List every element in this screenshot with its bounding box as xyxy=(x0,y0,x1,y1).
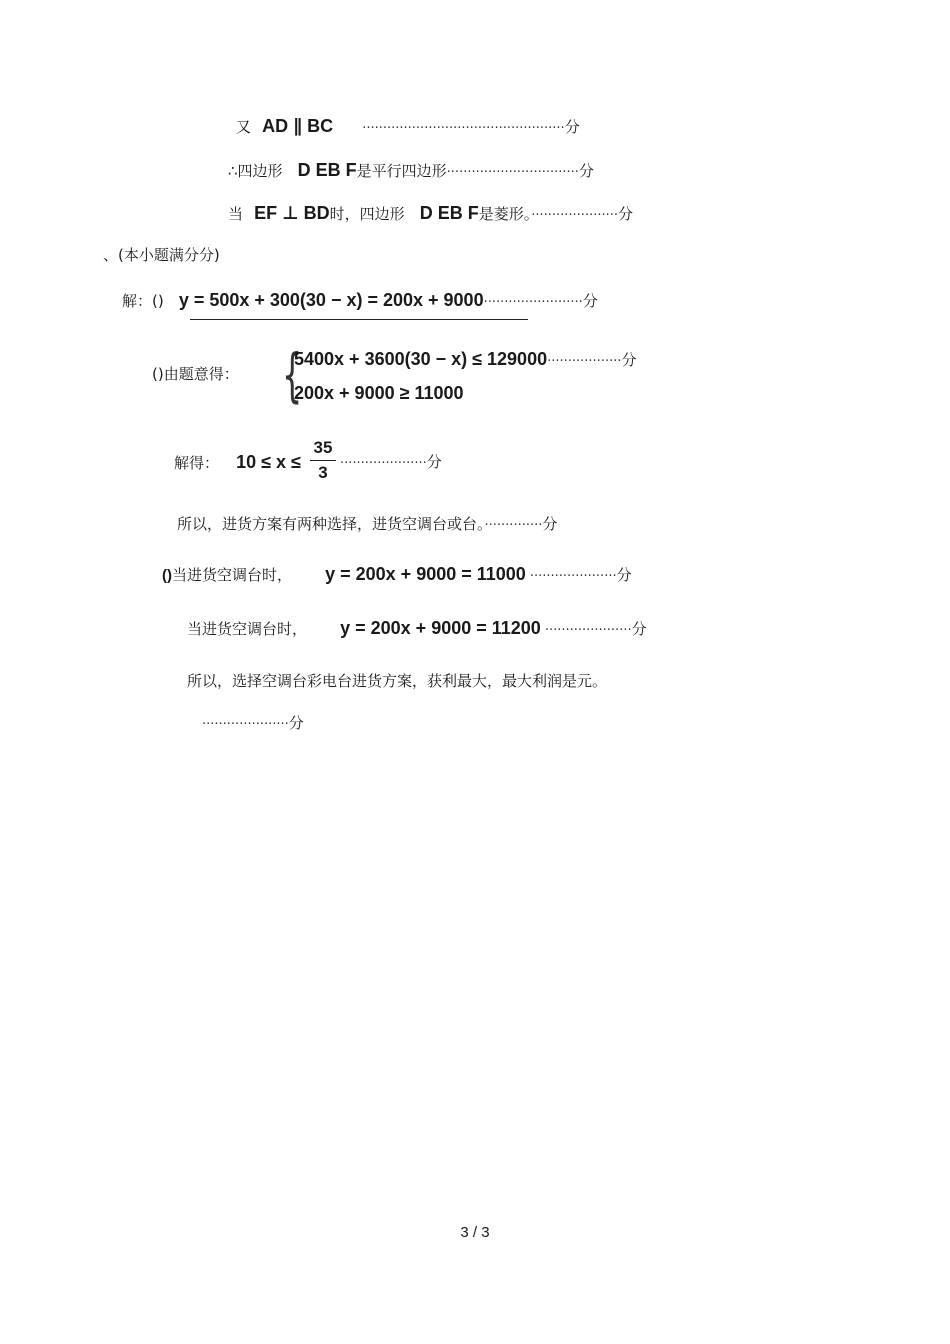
line-case-1 xyxy=(162,564,632,587)
math: 200x + 9000 ≥ 11000 xyxy=(294,383,464,403)
score-unit: 分 xyxy=(578,162,594,180)
leader-dots: ····················· xyxy=(202,717,289,732)
math: y = 200x + 9000 = 11000 xyxy=(325,564,526,584)
text: ()由题意得： xyxy=(152,365,239,383)
score-unit: 分 xyxy=(288,714,304,732)
leader-dots: ····················· xyxy=(531,208,618,223)
line-solution xyxy=(174,452,301,473)
text: 当 xyxy=(228,205,244,223)
text: 当进货空调台时， xyxy=(172,566,293,584)
inequality-row-2 xyxy=(294,383,464,404)
text: 当进货空调台时， xyxy=(187,620,308,638)
score-unit: 分 xyxy=(542,515,558,533)
text: ∴四边形 xyxy=(228,162,283,180)
line-parallelogram xyxy=(228,160,594,183)
leader-dots: ································ xyxy=(446,165,579,180)
leader-dots: ························ xyxy=(483,295,583,310)
text: 时，四边形 xyxy=(329,205,405,223)
math: 10 ≤ x ≤ xyxy=(236,452,301,472)
line-plans xyxy=(177,514,557,536)
leader-dots: ·················· xyxy=(547,354,622,369)
text: 是平行四边形 xyxy=(356,162,447,180)
score-unit: 分 xyxy=(616,566,632,584)
score-unit: 分 xyxy=(564,118,580,136)
text: 解：() xyxy=(122,292,164,310)
score-unit: 分 xyxy=(618,205,634,223)
line-function xyxy=(122,290,598,313)
text: 所以，选择空调台彩电台进货方案，获利最大，最大利润是元。 xyxy=(187,672,608,690)
math: 5400x + 3600(30 − x) ≤ 129000 xyxy=(294,349,548,369)
left-brace: { xyxy=(282,341,303,409)
leader-dots: ····················· xyxy=(529,569,617,584)
line-case-2 xyxy=(187,618,647,641)
score-unit: 分 xyxy=(621,351,637,369)
line-solution-dots xyxy=(340,452,442,474)
text: 是菱形。 xyxy=(478,205,532,223)
line-parallel xyxy=(236,116,580,139)
math: D EB F xyxy=(419,203,479,223)
line-conclusion xyxy=(187,671,607,691)
leader-dots: ····················· xyxy=(544,623,632,638)
score-unit: 分 xyxy=(582,292,598,310)
leader-dots: ····················· xyxy=(340,456,427,471)
denominator: 3 xyxy=(318,463,328,482)
inequality-row-1 xyxy=(294,349,637,372)
line-rhombus xyxy=(228,203,633,226)
math: () xyxy=(162,567,172,584)
leader-dots: ·············· xyxy=(484,518,543,533)
math: EF ⊥ BD xyxy=(254,203,330,223)
line-system-label xyxy=(152,364,239,384)
underline xyxy=(190,319,528,320)
text: 所以，进货方案有两种选择，进货空调台或台。 xyxy=(177,515,485,533)
question-header xyxy=(103,245,220,265)
text: 又 xyxy=(236,118,252,136)
math: y = 200x + 9000 = 11200 xyxy=(340,618,541,638)
fraction-bar xyxy=(310,460,336,461)
line-final-score xyxy=(202,713,304,735)
numerator: 35 xyxy=(313,438,333,457)
score-unit: 分 xyxy=(631,620,647,638)
fraction xyxy=(310,438,336,483)
math: y = 500x + 300(30 − x) = 200x + 9000 xyxy=(178,290,484,310)
leader-dots: ················································· xyxy=(362,121,565,136)
score-unit: 分 xyxy=(426,453,442,471)
text: 解得： xyxy=(174,454,220,472)
page-number: 3 / 3 xyxy=(460,1224,490,1241)
math: AD ∥ BC xyxy=(262,116,334,136)
math: D EB F xyxy=(297,160,357,180)
text: 、(本小题满分分) xyxy=(103,246,220,264)
